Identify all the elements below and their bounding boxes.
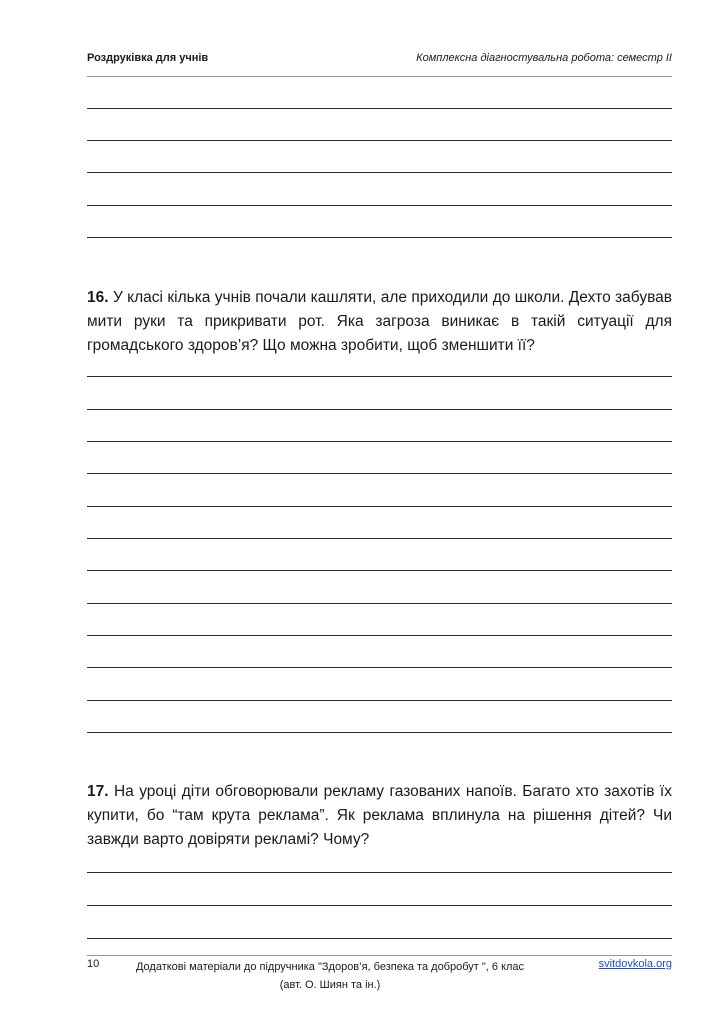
answer-line bbox=[87, 872, 672, 873]
answer-line bbox=[87, 441, 672, 442]
question-17-text: На уроці діти обговорювали рекламу газованих напоїв. Багато хто захотів їх купити, бо “там крута реклама”. Як реклама вплинула на рішення дітей? Чи завжди варто довіряти рекламі? Чому? bbox=[87, 783, 672, 848]
answer-line bbox=[87, 732, 672, 733]
header-work-title: Комплексна діагностувальна робота: семестр ІІ bbox=[416, 52, 672, 64]
header-handout-label: Роздруківка для учнів bbox=[87, 52, 209, 64]
answer-line bbox=[87, 473, 672, 474]
answer-line bbox=[87, 905, 672, 906]
footer-website-link[interactable]: svitdovkola.org bbox=[598, 958, 672, 970]
answer-line bbox=[87, 538, 672, 539]
answer-line bbox=[87, 506, 672, 507]
answer-line bbox=[87, 140, 672, 141]
answer-line bbox=[87, 938, 672, 939]
question-17 bbox=[87, 780, 672, 852]
answer-line bbox=[87, 237, 672, 238]
answer-line bbox=[87, 376, 672, 377]
question-17-number: 17. bbox=[87, 783, 109, 800]
header-divider bbox=[87, 76, 672, 77]
answer-line bbox=[87, 635, 672, 636]
question-16 bbox=[87, 286, 672, 358]
answer-line bbox=[87, 667, 672, 668]
footer-credits bbox=[130, 958, 530, 994]
question-16-number: 16. bbox=[87, 289, 109, 306]
answer-line bbox=[87, 108, 672, 109]
page-header bbox=[87, 52, 672, 72]
footer-divider bbox=[87, 955, 672, 956]
question-16-text: У класі кілька учнів почали кашляти, але приходили до школи. Дехто забував мити руки та прикривати рот. Яка загроза виникає в такій ситуації для громадського здоров’я? Що можна зробити, щоб зменшити її? bbox=[87, 289, 672, 354]
footer-textbook-line: Додаткові матеріали до підручника "Здоров’я, безпека та добробут ", 6 клас bbox=[135, 961, 525, 973]
answer-line bbox=[87, 570, 672, 571]
page-number: 10 bbox=[87, 958, 100, 970]
answer-line bbox=[87, 700, 672, 701]
answer-line bbox=[87, 172, 672, 173]
answer-line bbox=[87, 409, 672, 410]
answer-line bbox=[87, 205, 672, 206]
answer-line bbox=[87, 603, 672, 604]
footer-authors-line: (авт. О. Шиян та ін.) bbox=[279, 979, 381, 991]
